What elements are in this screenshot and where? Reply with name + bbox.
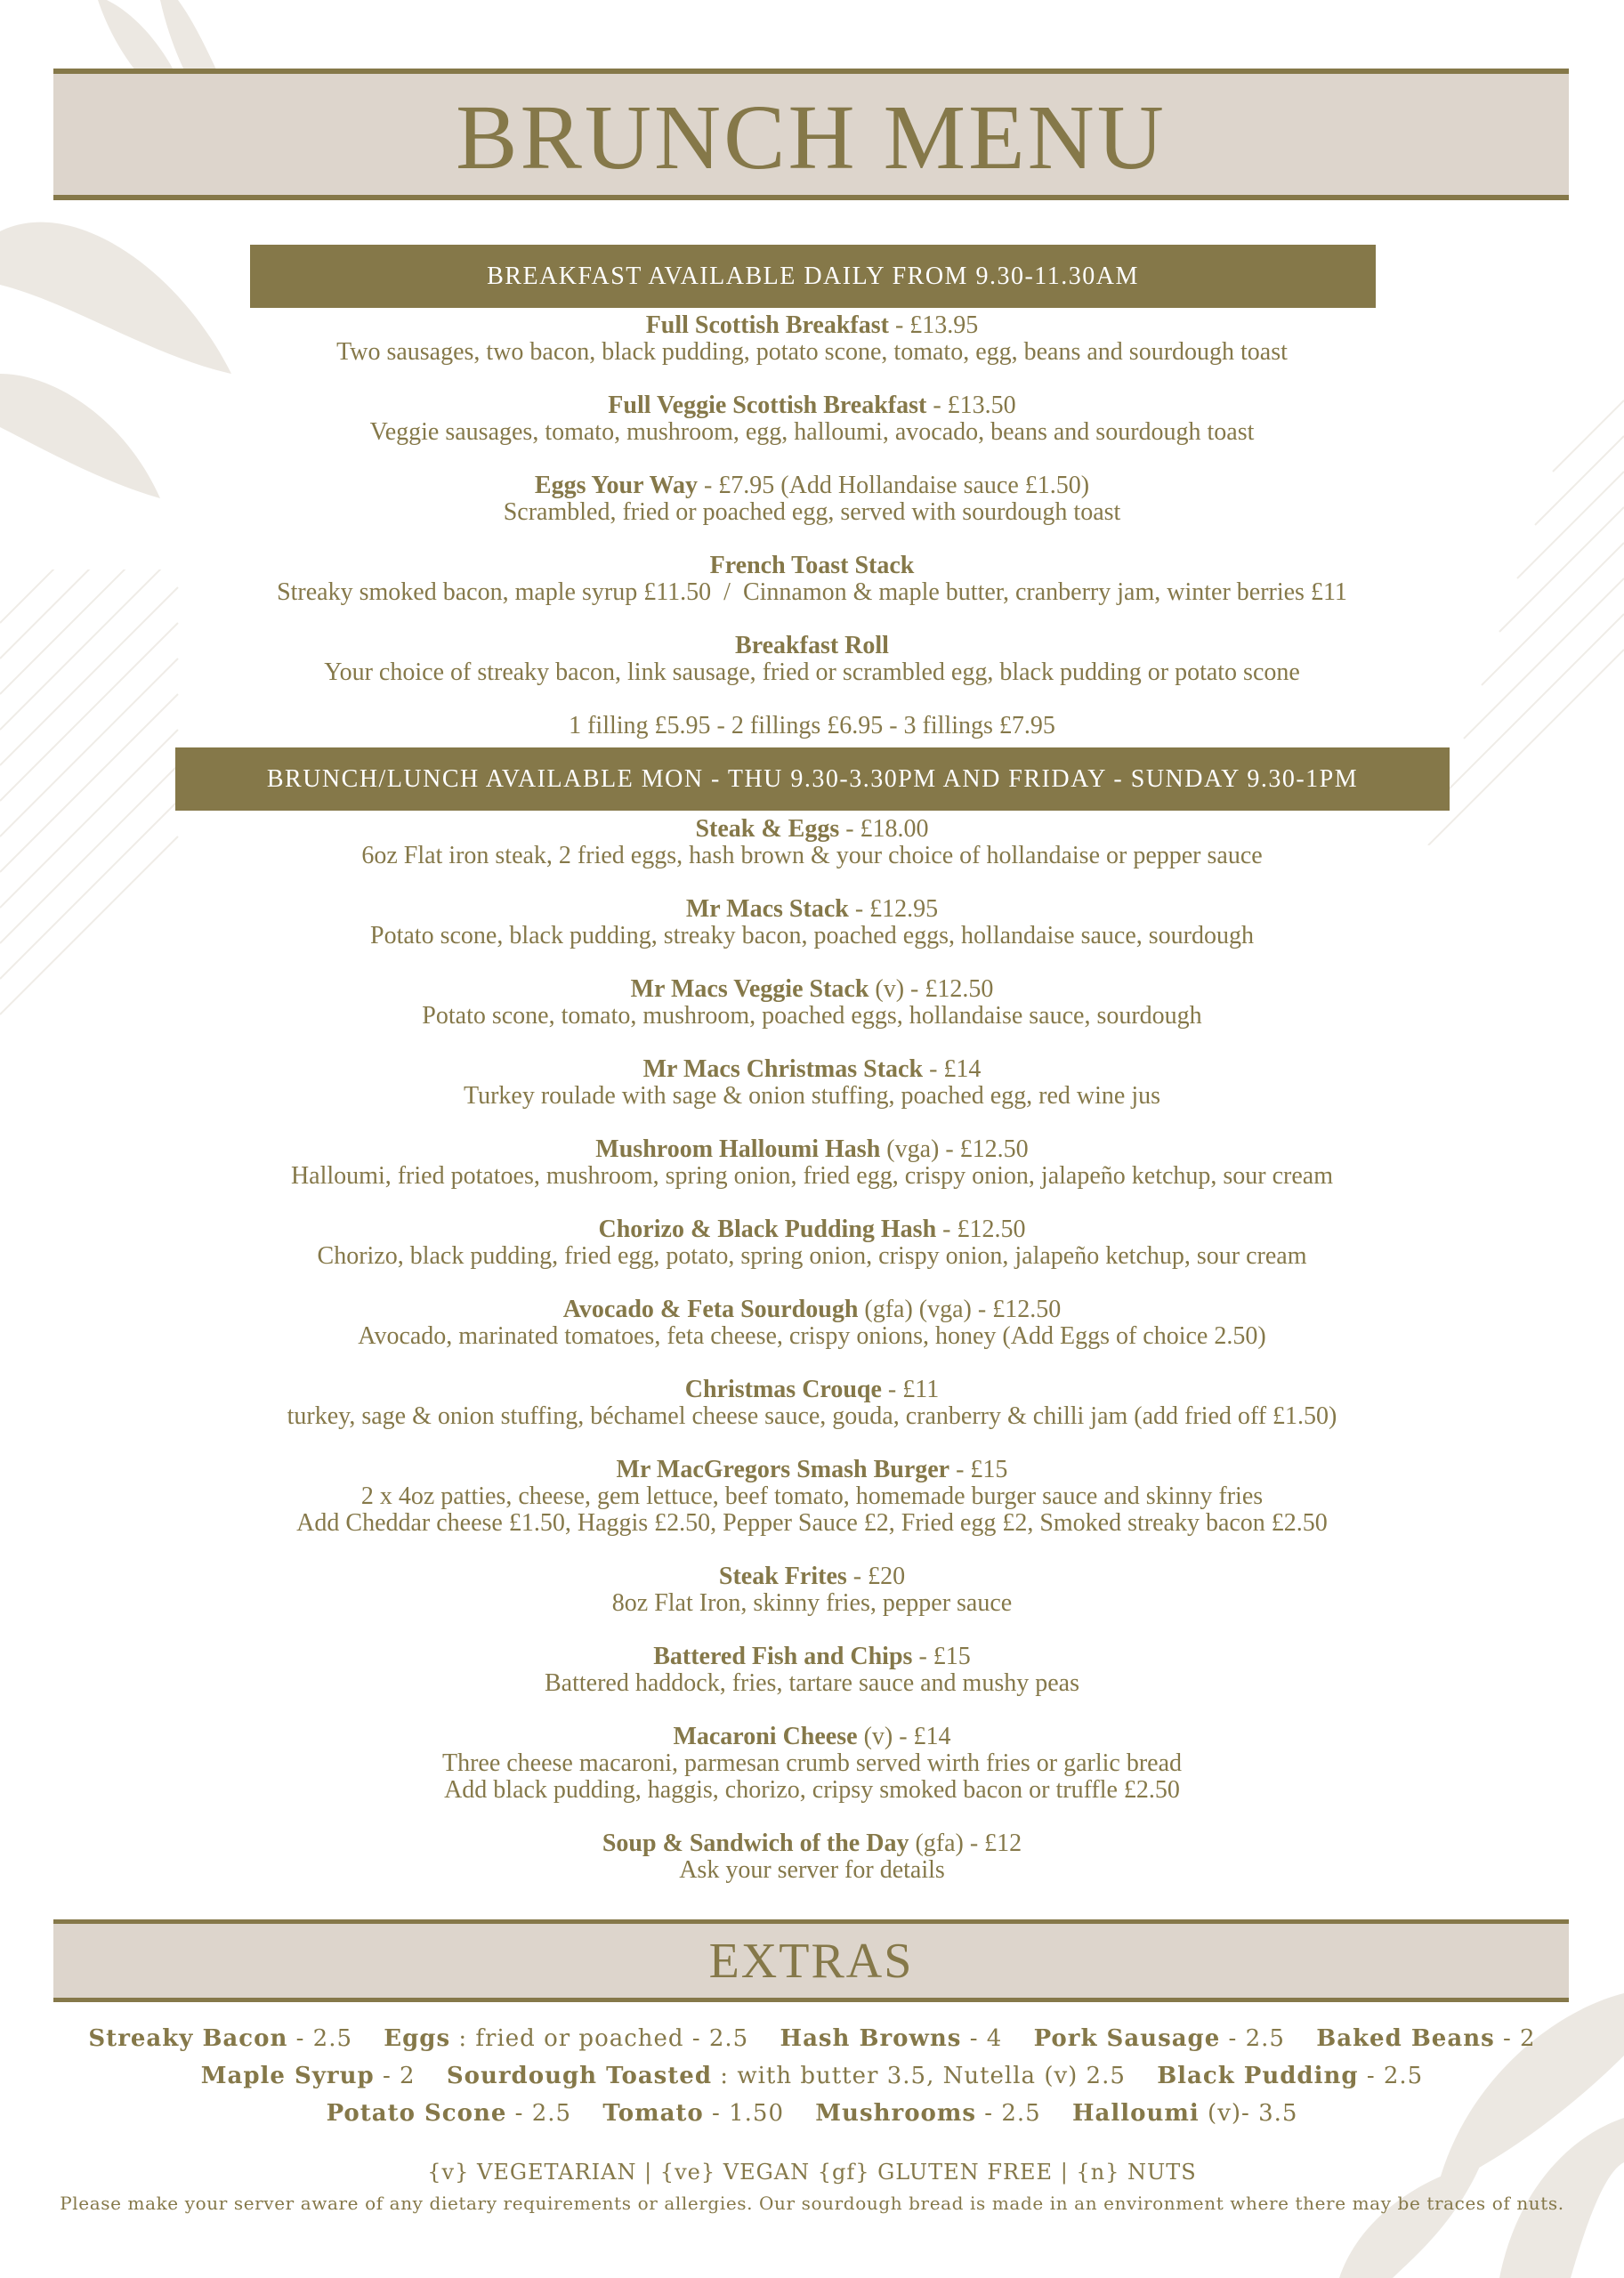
item-description: Halloumi, fried potatoes, mushroom, spring onion, fried egg, crispy onion, jalapeño ketchup, sour cream [290,1162,1334,1190]
item-price: - £11 [881,1376,940,1403]
extra-name: Eggs [384,2025,451,2052]
item-description: 2 x 4oz patties, cheese, gem lettuce, beef tomato, homemade burger sauce and skinny fries [360,1482,1264,1510]
extra-name: Black Pudding [1157,2063,1359,2089]
menu-item [0,816,1624,869]
menu-item [0,1216,1624,1270]
item-price: - £13.95 [888,311,979,339]
extra-detail: - 2.5 [506,2100,572,2127]
item-description: Add black pudding, haggis, chorizo, cripsy smoked bacon or truffle £2.50 [444,1776,1180,1804]
extra-name: Tomato [602,2100,704,2127]
extra-detail: - 2.5 [976,2100,1041,2127]
menu-item [0,1724,1624,1804]
extra-detail: - 2.5 [1358,2063,1424,2089]
item-description: Chorizo, black pudding, fried egg, potato, spring onion, crispy onion, jalapeño ketchup, sour cream [317,1242,1307,1270]
extras-line [0,2057,1624,2095]
item-description: Two sausages, two bacon, black pudding, potato scone, tomato, egg, beans and sourdough toast [336,338,1288,366]
item-description: Streaky smoked bacon, maple syrup £11.50 / Cinnamon & maple butter, cranberry jam, winter berries £11 [277,578,1347,606]
extra-detail: (v)- 3.5 [1199,2100,1298,2127]
item-name: Eggs Your Way [534,472,698,499]
extra-name: Potato Scone [326,2100,507,2127]
item-name: Mr Macs Christmas Stack [642,1055,924,1083]
item-name: Steak & Eggs [695,815,840,843]
item-price: - £14 [923,1055,982,1083]
menu-item [0,1297,1624,1350]
extra-name: Hash Browns [780,2025,962,2052]
item-price: - £20 [846,1563,906,1590]
extra-name: Maple Syrup [200,2063,375,2089]
menu-item [0,553,1624,606]
extra-name: Streaky Bacon [88,2025,288,2052]
item-price: (gfa) - £12 [909,1830,1022,1857]
menu-item [0,1136,1624,1190]
dietary-legend: {v} VEGETARIAN | {ve} VEGAN {gf} GLUTEN FREE | {n} NUTS [427,2160,1197,2185]
extras-line [0,2095,1624,2132]
menu-item [0,633,1624,686]
item-price: - £12.95 [848,895,939,923]
item-price: (vga) - £12.50 [880,1135,1029,1163]
menu-item [0,1056,1624,1110]
item-price: (v) - £12.50 [869,975,994,1003]
extra-name: Pork Sausage [1033,2025,1221,2052]
brunch-section [0,816,1624,1884]
menu-item [0,473,1624,526]
extras-line [0,2020,1624,2057]
item-name: Avocado & Feta Sourdough [562,1296,859,1323]
item-name: Chorizo & Black Pudding Hash [598,1216,937,1243]
item-price: - £12.50 [936,1216,1026,1243]
item-description: Ask your server for details [679,1856,945,1884]
extras-list [0,2020,1624,2132]
item-description: Add Cheddar cheese £1.50, Haggis £2.50, Pepper Sauce £2, Fried egg £2, Smoked streaky bacon £2.50 [296,1509,1328,1537]
menu-item [0,1830,1624,1884]
menu-item [0,1377,1624,1430]
extras-band [53,1919,1569,2002]
extras-title: EXTRAS [708,1933,914,1989]
item-name: Mr Macs Veggie Stack [630,975,869,1003]
extra-name: Baked Beans [1316,2025,1495,2052]
menu-item [0,976,1624,1030]
item-price: - £18.00 [839,815,929,843]
item-description: Scrambled, fried or poached egg, served with sourdough toast [503,498,1121,526]
item-description: Three cheese macaroni, parmesan crumb served wirth fries or garlic bread [441,1749,1183,1777]
menu-item [0,1563,1624,1617]
item-price: - £7.95 (Add Hollandaise sauce £1.50) [697,472,1090,499]
item-name: French Toast Stack [709,552,915,579]
item-description: Battered haddock, fries, tartare sauce and mushy peas [545,1669,1079,1697]
extra-detail: - 2 [1494,2025,1536,2052]
item-description: Potato scone, tomato, mushroom, poached eggs, hollandaise sauce, sourdough [422,1002,1202,1030]
item-description: turkey, sage & onion stuffing, béchamel cheese sauce, gouda, cranberry & chilli jam (add fried off £1.50) [287,1402,1337,1430]
item-name: Macaroni Cheese [673,1723,858,1750]
item-description: Veggie sausages, tomato, mushroom, egg, halloumi, avocado, beans and sourdough toast [369,418,1255,446]
brunch-header: BRUNCH/LUNCH AVAILABLE MON - THU 9.30-3.30PM AND FRIDAY - SUNDAY 9.30-1PM [175,747,1450,811]
breakfast-fillings: 1 filling £5.95 - 2 fillings £6.95 - 3 fillings £7.95 [569,712,1055,739]
item-description: 8oz Flat Iron, skinny fries, pepper sauce [611,1589,1013,1617]
item-description: 6oz Flat iron steak, 2 fried eggs, hash brown & your choice of hollandaise or pepper sauce [361,842,1263,869]
item-description: Turkey roulade with sage & onion stuffing, poached egg, red wine jus [463,1082,1161,1110]
menu-item [0,312,1624,366]
menu-item [0,1457,1624,1537]
extra-detail: - 2.5 [1220,2025,1285,2052]
item-price: - £13.50 [926,392,1016,419]
extra-detail: - 1.50 [703,2100,784,2127]
item-name: Steak Frites [718,1563,847,1590]
breakfast-section [0,312,1624,739]
breakfast-header: BREAKFAST AVAILABLE DAILY FROM 9.30-11.30AM [250,245,1376,308]
item-price: (v) - £14 [857,1723,951,1750]
item-name: Breakfast Roll [735,632,889,659]
item-description: Your choice of streaky bacon, link sausage, fried or scrambled egg, black pudding or potato scone [324,658,1300,686]
item-name: Full Scottish Breakfast [645,311,889,339]
item-price: - £15 [949,1456,1008,1483]
extra-detail: - 2 [374,2063,416,2089]
allergy-disclaimer: Please make your server aware of any dietary requirements or allergies. Our sourdough bread is made in an environment where there may be traces of nuts. [60,2193,1564,2214]
page-title: BRUNCH MENU [456,86,1167,189]
extra-detail: : with butter 3.5, Nutella (v) 2.5 [712,2063,1126,2089]
item-description: Potato scone, black pudding, streaky bacon, poached eggs, hollandaise sauce, sourdough [370,922,1254,949]
item-name: Christmas Crouqe [684,1376,882,1403]
item-name: Soup & Sandwich of the Day [602,1830,909,1857]
item-price: - £15 [912,1643,971,1670]
menu-item [0,1644,1624,1697]
extra-name: Halloumi [1071,2100,1200,2127]
item-name: Mr MacGregors Smash Burger [616,1456,950,1483]
item-name: Mr Macs Stack [685,895,849,923]
item-name: Mushroom Halloumi Hash [595,1135,881,1163]
item-description: Avocado, marinated tomatoes, feta cheese, crispy onions, honey (Add Eggs of choice 2.50) [358,1322,1266,1350]
menu-item [0,392,1624,446]
menu-item [0,896,1624,949]
item-price: (gfa) (vga) - £12.50 [858,1296,1062,1323]
extra-detail: : fried or poached - 2.5 [450,2025,749,2052]
extra-detail: - 2.5 [287,2025,353,2052]
extra-name: Sourdough Toasted [446,2063,713,2089]
item-name: Battered Fish and Chips [653,1643,913,1670]
item-name: Full Veggie Scottish Breakfast [608,392,927,419]
extra-detail: - 4 [961,2025,1003,2052]
extra-name: Mushrooms [815,2100,977,2127]
title-band [53,69,1569,200]
